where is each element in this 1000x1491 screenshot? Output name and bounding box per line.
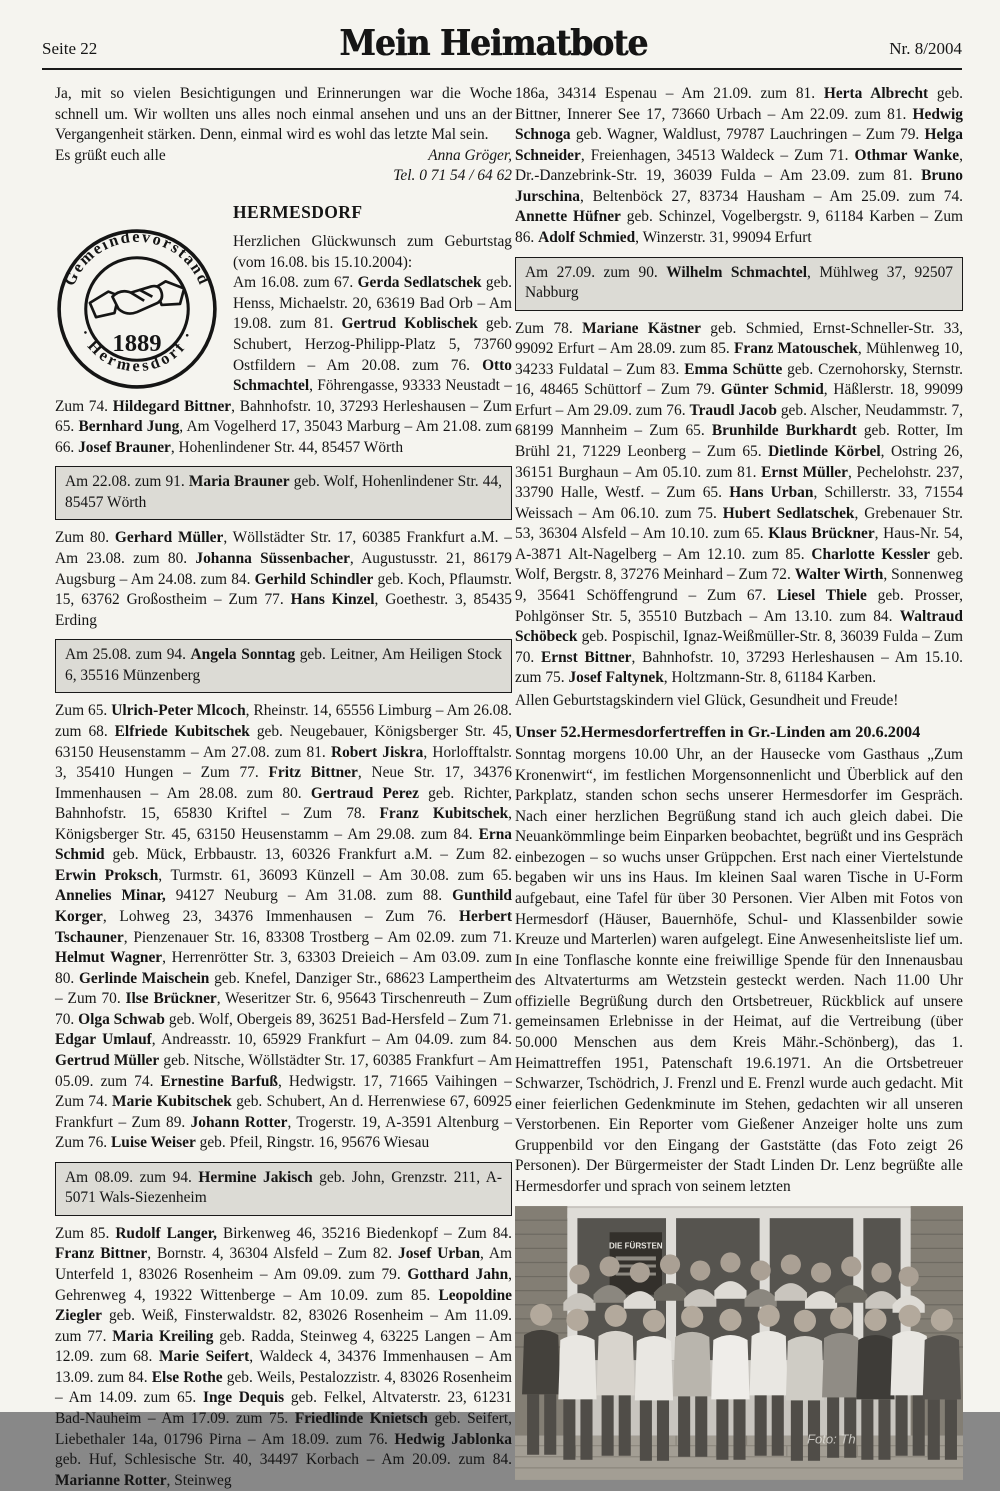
signature-block: [393, 146, 512, 187]
highlight-box-text: Am 22.08. zum 91. Maria Brauner geb. Wolf, Hohenlindener Str. 44, 85457 Wörth: [65, 473, 502, 511]
birthday-list-1: Am 16.08. zum 67. Gerda Sedlatschek geb. Henss, Michaelstr. 20, 63619 Bad Orb – Am 19.08. zum 81. Gertrud Koblischek geb. Schubert, Herzog-Philipp-Platz 5, 73760 Ostfildern – Am 20.08. zum 76. Otto Schmachtel, Föhrengasse, 93333 Neustadt – Zum 74. Hildegard Bittner, Bahnhofstr. 10, 37293 Herleshausen – Zum 65. Bernhard Jung, Am Vogelherd 17, 35043 Marburg – Am 21.08. zum 66. Josef Brauner, Hohenlindener Str. 44, 85457 Wörth: [55, 274, 513, 456]
birthday-intro: Herzlichen Glückwunsch zum Geburtstag (vom 16.08. bis 15.10.2004):: [233, 233, 512, 271]
right-column: [515, 84, 963, 1480]
section-title: HERMESDORF: [233, 201, 363, 222]
handshake-icon: [90, 281, 184, 317]
photo-watermark: Foto: Th: [806, 1432, 856, 1448]
birthday-list-3: Zum 65. Ulrich-Peter Mlcoch, Rheinstr. 14, 65556 Limburg – Am 26.08. zum 68. Elfriede Kubitschek geb. Neugebauer, Königsberger Str. 45, 63150 Heusenstamm – Am 27.08. zum 81. Robert Jiskra, Horlofftalstr. 3, 35410 Hungen – Zum 77. Fritz Bittner, Neue Str. 17, 34376 Immenhausen – Am 28.08. zum 80. Gertraud Perez geb. Richter, Bahnhofstr. 15, 65830 Kriftel – Zum 78. Franz Kubitschek, Königsberger Str. 45, 63150 Heusenstamm – Am 29.08. zum 84. Erna Schmid geb. Mück, Erbbaustr. 13, 60326 Frankfurt a.M. – Zum 82. Erwin Proksch, Turmstr. 61, 36093 Künzell – Am 30.08. zum 65. Annelies Minar, 94127 Neuburg – Am 31.08. zum 88. Gunthild Korger, Lohweg 23, 34376 Immenhausen – Zum 76. Herbert Tschauner, Pienzenauer Str. 16, 83308 Trostberg – Am 02.09. zum 71. Helmut Wagner, Herrenrötter Str. 3, 63303 Dreieich – Am 03.09. zum 80. Gerlinde Maischein geb. Knefel, Danziger Str., 68623 Lampertheim – Zum 70. Ilse Brückner, Weseritzer Str. 6, 95643 Tirschenreuth – Zum 70. Olga Schwab geb. Wolf, Obergeis 89, 36251 Bad-Hersfeld – Zum 71. Edgar Umlauf, Andreasstr. 10, 65929 Frankfurt – Am 04.09. zum 84. Gertrud Müller geb. Nitsche, Wöllstädter Str. 17, 60385 Frankfurt – Am 05.09. zum 74. Ernestine Barfuß, Hedwigstr. 17, 71665 Vaihingen – Zum 74. Marie Kubitschek geb. Schubert, An d. Herrenwiese 67, 60925 Frankfurt – Zum 89. Johann Rotter, Trogerstr. 19, A-3591 Altenburg – Zum 76. Luise Weiser geb. Pfeil, Ringstr. 16, 95676 Wiesau: [55, 702, 513, 1152]
seal-year: 1889: [112, 329, 162, 357]
issue-number: Nr. 8/2004: [889, 39, 962, 58]
article-title: Unser 52.Hermesdorfertreffen in Gr.-Linden am 20.6.2004: [515, 722, 921, 742]
masthead-title: Mein Heimatbote: [339, 21, 648, 64]
article-body: Sonntag morgens 10.00 Uhr, an der Hausecke vom Gasthaus „Zum Kronenwirt“, im festlichen Morgensonnenlicht und Überblick auf den Parkplatz, standen schon sechs unserer Hermesdorfer im Gespräch. Nach einer herzlichen Begrüßung stand ich auch gleich dabei. Die Neuankömmlinge beim Einparken beobachtet, begrüßt und ins Gespräch einbezogen – so wuchs unser Grüppchen. Erst nach einer Viertelstunde begaben wir uns ins Haus. Im kleinen Saal waren Tische in U-Form aufgebaut, eine Tafel für über 30 Personen. Vier Alben mit Fotos von Hermesdorf (Häuser, Bauernhöfe, Schul- und Klassenbilder sowie Kreuze und Marterlen) waren aufgelegt. Eine Anwesenheitsliste lief um. In eine Tonflasche konnte eine freiwillige Spende für den Innenausbau des Altvaterturms am Wetzstein gesteckt werden. Nach 11.00 Uhr offizielle Begrüßung durch den Ortsbetreuer, Rückblick auf unsere gemeinsamen Erlebnisse in der Heimat, auf die Vertreibung (über 50.000 Menschen aus dem Kreis Mähr.-Schönberg), das 1. Heimattreffen 1951, Patenschaft 19.6.1971. An die Ortsbetreuer Schwarzer, Tschödrich, J. Frenzl und E. Frenzl wurde auch gedacht. Mit einer feierlichen Gedenkminute im Stehen, gedachten wir all unseren Verstorbenen. Ein Reporter vom Gießener Anzeiger holte uns zum Gruppenbild vor den Eingang der Gaststätte (das Foto zeigt 26 Personen). Der Bürgermeister der Stadt Linden Dr. Lenz begrüßte alle Hermesdorfer und sprach von seinem letzten: [515, 746, 963, 1195]
signature-phone: Tel. 0 71 54 / 64 62: [393, 167, 512, 185]
signature-name: Anna Gröger,: [428, 146, 512, 164]
seal-graphic: [55, 227, 219, 391]
left-column: [55, 84, 512, 1491]
page-header: [42, 21, 962, 64]
group-photo-graphic: [515, 1206, 963, 1480]
birthday-list-4: Zum 85. Rudolf Langer, Birkenweg 46, 35216 Biedenkopf – Zum 84. Franz Bittner, Bornstr. 4, 36304 Alsfeld – Zum 82. Josef Urban, Am Unterfeld 1, 83026 Rosenheim – Am 09.09. zum 79. Gotthard Jahn, Gehrenweg 4, 19322 Wittenberge – Am 10.09. zum 85. Leopoldine Ziegler geb. Weiß, Finsterwaldstr. 82, 83026 Rosenheim – Am 11.09. zum 77. Maria Kreiling geb. Radda, Steinweg 4, 63225 Langen – Am 12.09. zum 68. Marie Seifert, Waldeck 4, 34376 Immenhausen – Am 13.09. zum 84. Else Rothe geb. Weils, Pestalozzistr. 4, 83026 Rosenheim – Am 14.09. zum 65. Inge Dequis geb. Felkel, Altvaterstr. 23, 61231 Bad-Nauheim – Am 17.09. zum 75. Friedlinde Knietsch geb. Seifert, Liebethaler 14a, 01796 Pirna – Am 18.09. zum 76. Hedwig Jablonka geb. Huf, Schlesische Str. 40, 34497 Korbach – Am 20.09. zum 84. Marianne Rotter, Steinweg: [55, 1224, 513, 1489]
poster-text: DIE FÜRSTEN: [608, 1241, 663, 1251]
highlight-box-text: Am 08.09. zum 94. Hermine Jakisch geb. John, Grenzstr. 211, A-5071 Wals-Siezenheim: [65, 1168, 502, 1207]
intro-paragraph: Ja, mit so vielen Besichtigungen und Erinnerungen war die Woche schnell um. Wir wollten uns alles noch einmal ansehen und uns an der Vergangenheit stärken. Denn, einmal wird es wohl das letzte Mal sein.: [55, 85, 512, 144]
seal-ring-bottom-text: · Hermesdorf ·: [75, 325, 199, 376]
highlight-box-maria-brauner: [55, 466, 512, 520]
birthday-wish-line: Allen Geburtstagskindern viel Glück, Gesundheit und Freude!: [515, 691, 899, 709]
greeting-text: Es grüßt euch alle: [55, 146, 166, 164]
highlight-box-text: Am 25.08. zum 94. Angela Sonntag geb. Leitner, Am Heiligen Stock 6, 35516 Münzenberg: [65, 646, 502, 684]
seal-ring-top-text: Gemeindevorstand: [59, 226, 215, 289]
birthday-list-6: Zum 78. Mariane Kästner geb. Schmied, Ernst-Schneller-Str. 33, 99092 Erfurt – Am 28.09. zum 85. Franz Matouschek, Mühlenweg 10, 34233 Fuldatal – Zum 83. Emma Schütte geb. Czernohorsky, Sternstr. 16, 48465 Schüttorf – Zum 79. Günter Schmid, Häßlerstr. 18, 99099 Erfurt – Am 29.09. zum 76. Traudl Jacob geb. Alscher, Neudammstr. 7, 68199 Mannheim – Zum 65. Brunhilde Burkhardt geb. Rotter, Im Brühl 21, 71229 Leonberg – Zum 65. Dietlinde Körbel, Ostring 26, 36151 Burghaun – Am 05.10. zum 81. Ernst Müller, Pechelohstr. 237, 33790 Halle, Westf. – Zum 65. Hans Urban, Schillerstr. 33, 71554 Weissach – Am 06.10. zum 75. Hubert Sedlatschek, Grebenauer Str. 53, 36304 Alsfeld – Am 10.10. zum 65. Klaus Brückner, Haus-Nr. 54, A-3871 Alt-Nagelberg – Am 12.10. zum 85. Charlotte Kessler geb. Wolf, Bergstr. 8, 37276 Meinhard – Zum 72. Walter Wirth, Sonnenweg 9, 35641 Schöffengrund – Zum 67. Liesel Thiele geb. Prosser, Pohlgönser Str. 5, 35510 Butzbach – Am 13.10. zum 84. Waltraud Schöbeck geb. Pospischil, Ignaz-Weißmüller-Str. 8, 36039 Fulda – Zum 70. Ernst Bittner, Bahnhofstr. 10, 37293 Herleshausen – Am 15.10. zum 75. Josef Faltynek, Holtzmann-Str. 8, 61184 Karben.: [515, 319, 964, 687]
hermesdorf-seal: [55, 227, 219, 391]
highlight-box-hermine-jakisch: [55, 1162, 512, 1216]
header-rule: [42, 68, 962, 70]
signature-row: [55, 146, 512, 187]
page-number: Seite 22: [42, 39, 98, 58]
hermesdorf-section: [55, 201, 512, 459]
highlight-box-angela-sonntag: [55, 639, 512, 693]
highlight-box-wilhelm-schmachtel: [515, 257, 963, 311]
highlight-box-text: Am 27.09. zum 90. Wilhelm Schmachtel, Mühlweg 37, 92507 Nabburg: [525, 263, 953, 302]
birthday-list-2: Zum 80. Gerhard Müller, Wöllstädter Str. 17, 60385 Frankfurt a.M. – Am 23.08. zum 80. Johanna Süssenbacher, Augustusstr. 21, 86179 Augsburg – Am 24.08. zum 84. Gerhild Schindler geb. Koch, Pflaumstr. 15, 63762 Großostheim – Zum 77. Hans Kinzel, Goethestr. 3, 85435 Erding: [55, 529, 513, 629]
group-photo: [515, 1206, 963, 1480]
birthday-list-5: 186a, 34314 Espenau – Am 21.09. zum 81. Herta Albrecht geb. Bittner, Innerer See 17, 73660 Urbach – Am 22.09. zum 81. Hedwig Schnoga geb. Wagner, Waldlust, 79787 Lauchringen – Zum 79. Helga Schneider, Freienhagen, 34513 Waldeck – Zum 71. Othmar Wanke, Dr.-Danzebrink-Str. 19, 36039 Fulda – Am 23.09. zum 81. Bruno Jurschina, Beltenböck 27, 83734 Hausham – Am 25.09. zum 74. Annette Hüfner geb. Schinzel, Vogelbergstr. 9, 61184 Karben – Zum 86. Adolf Schmied, Winzerstr. 31, 99094 Erfurt: [515, 85, 963, 246]
